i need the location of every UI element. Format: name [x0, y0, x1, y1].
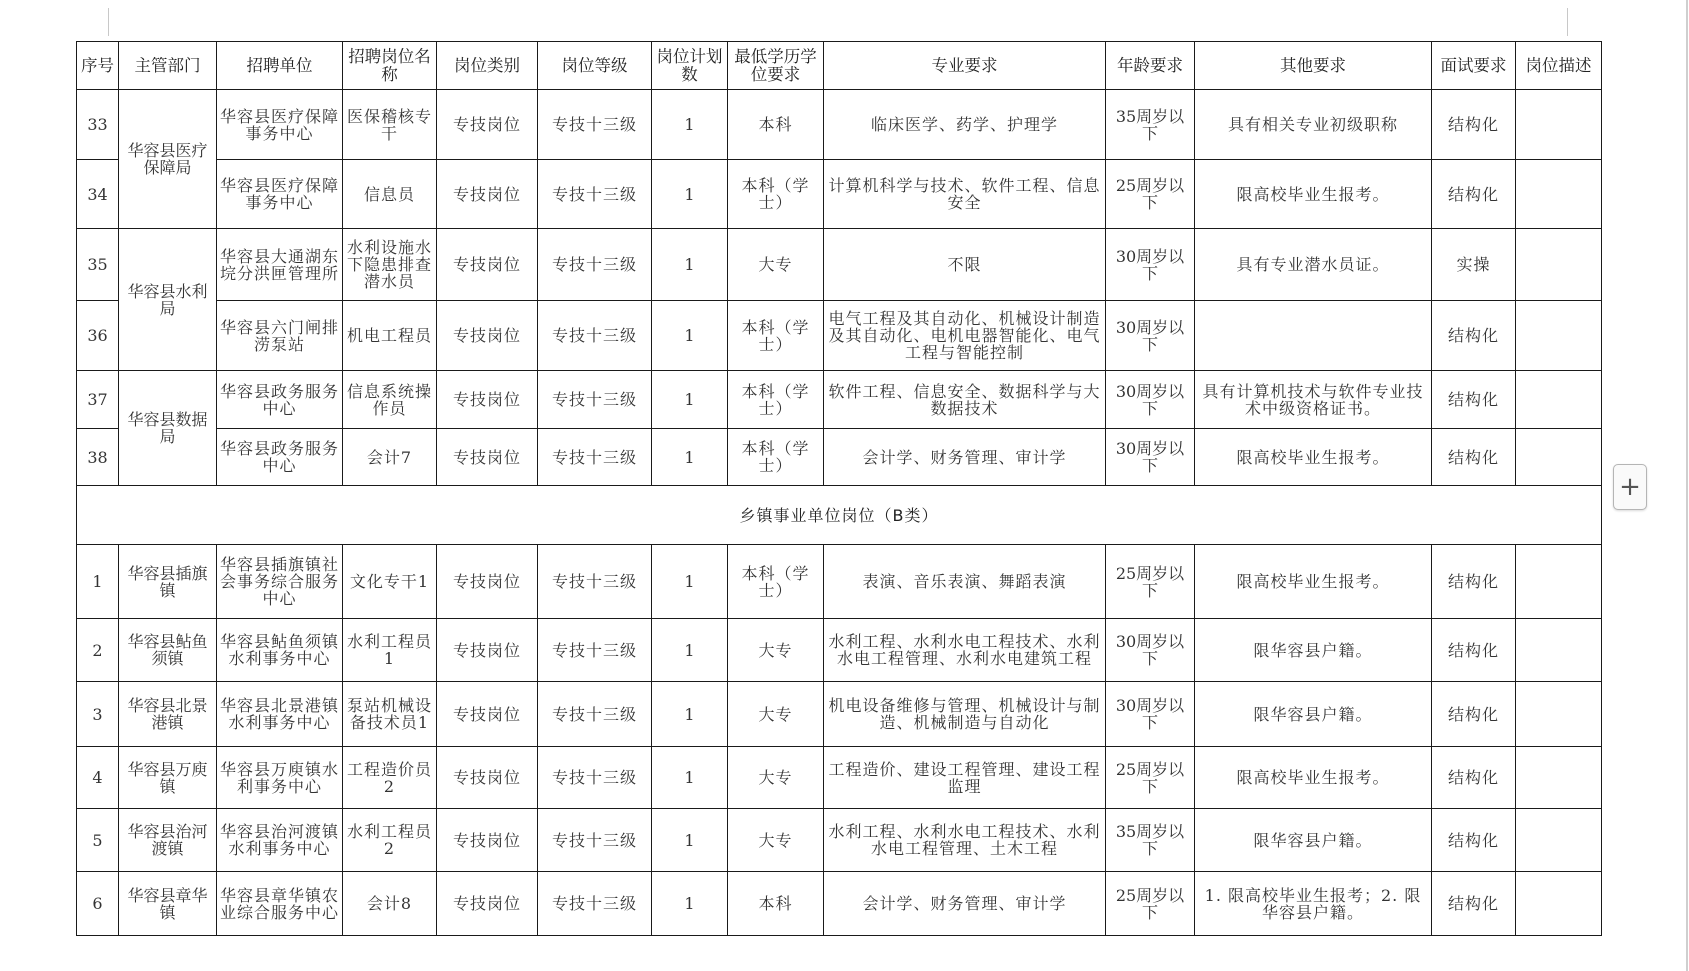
recruitment-table: [76, 41, 1602, 936]
cell-unit: 华容县医疗保障事务中心: [217, 90, 343, 160]
cell-plan: 1: [652, 90, 728, 160]
cell-plan: 1: [652, 747, 728, 809]
cell-type: 专技岗位: [437, 90, 538, 160]
cell-interview: 结构化: [1432, 809, 1516, 872]
cell-post: 文化专干1: [343, 545, 437, 619]
table-row: [77, 429, 1602, 486]
cell-post: 水利工程员2: [343, 809, 437, 872]
cell-dept: 华容县治河渡镇: [119, 809, 217, 872]
cell-dept: 华容县北景港镇: [119, 682, 217, 747]
table-row: [77, 301, 1602, 371]
cell-post: 会计7: [343, 429, 437, 486]
cell-level: 专技十三级: [538, 682, 652, 747]
cell-age: 30周岁以下: [1106, 371, 1195, 429]
header-desc: 岗位描述: [1516, 42, 1602, 90]
cell-major: 临床医学、药学、护理学: [824, 90, 1106, 160]
cell-dept: 华容县章华镇: [119, 872, 217, 936]
cell-major: 机电设备维修与管理、机械设计与制造、机械制造与自动化: [824, 682, 1106, 747]
margin-mark-right: [1567, 8, 1568, 36]
cell-dept: 华容县万庾镇: [119, 747, 217, 809]
cell-level: 专技十三级: [538, 301, 652, 371]
cell-desc: [1516, 545, 1602, 619]
cell-age: 30周岁以下: [1106, 229, 1195, 301]
cell-level: 专技十三级: [538, 429, 652, 486]
cell-desc: [1516, 619, 1602, 682]
cell-major: 会计学、财务管理、审计学: [824, 429, 1106, 486]
cell-major: 计算机科学与技术、软件工程、信息安全: [824, 160, 1106, 229]
cell-major: 会计学、财务管理、审计学: [824, 872, 1106, 936]
cell-major: 水利工程、水利水电工程技术、水利水电工程管理、水利水电建筑工程: [824, 619, 1106, 682]
cell-other: 限高校毕业生报考。: [1195, 747, 1432, 809]
cell-level: 专技十三级: [538, 229, 652, 301]
cell-age: 35周岁以下: [1106, 90, 1195, 160]
cell-plan: 1: [652, 229, 728, 301]
cell-plan: 1: [652, 371, 728, 429]
cell-type: 专技岗位: [437, 371, 538, 429]
cell-plan: 1: [652, 429, 728, 486]
cell-interview: 结构化: [1432, 301, 1516, 371]
cell-type: 专技岗位: [437, 747, 538, 809]
cell-seq: 37: [77, 371, 119, 429]
header-interview: 面试要求: [1432, 42, 1516, 90]
cell-age: 30周岁以下: [1106, 619, 1195, 682]
cell-interview: 结构化: [1432, 90, 1516, 160]
cell-plan: 1: [652, 872, 728, 936]
cell-post: 医保稽核专干: [343, 90, 437, 160]
cell-type: 专技岗位: [437, 301, 538, 371]
cell-seq: 38: [77, 429, 119, 486]
cell-unit: 华容县六门闸排涝泵站: [217, 301, 343, 371]
cell-major: 不限: [824, 229, 1106, 301]
table-row: [77, 872, 1602, 936]
cell-other: 限华容县户籍。: [1195, 619, 1432, 682]
cell-unit: 华容县插旗镇社会事务综合服务中心: [217, 545, 343, 619]
cell-dept: 华容县鲇鱼须镇: [119, 619, 217, 682]
cell-level: 专技十三级: [538, 809, 652, 872]
cell-plan: 1: [652, 301, 728, 371]
cell-seq: 35: [77, 229, 119, 301]
cell-major: 水利工程、水利水电工程技术、水利水电工程管理、土木工程: [824, 809, 1106, 872]
cell-edu: 本科（学士）: [728, 371, 824, 429]
cell-type: 专技岗位: [437, 809, 538, 872]
table-row: [77, 160, 1602, 229]
table-row: [77, 90, 1602, 160]
cell-type: 专技岗位: [437, 682, 538, 747]
cell-desc: [1516, 809, 1602, 872]
cell-age: 25周岁以下: [1106, 545, 1195, 619]
table-row: [77, 747, 1602, 809]
cell-post: 工程造价员2: [343, 747, 437, 809]
cell-desc: [1516, 429, 1602, 486]
cell-desc: [1516, 371, 1602, 429]
cell-seq: 4: [77, 747, 119, 809]
cell-age: 30周岁以下: [1106, 682, 1195, 747]
cell-type: 专技岗位: [437, 545, 538, 619]
cell-plan: 1: [652, 545, 728, 619]
cell-interview: 结构化: [1432, 619, 1516, 682]
section-title: 乡镇事业单位岗位（B类）: [77, 486, 1602, 545]
cell-plan: 1: [652, 160, 728, 229]
cell-post: 会计8: [343, 872, 437, 936]
header-post-type: 岗位类别: [437, 42, 538, 90]
cell-level: 专技十三级: [538, 619, 652, 682]
cell-edu: 本科: [728, 90, 824, 160]
cell-type: 专技岗位: [437, 229, 538, 301]
header-unit: 招聘单位: [217, 42, 343, 90]
cell-type: 专技岗位: [437, 160, 538, 229]
cell-major: 表演、音乐表演、舞蹈表演: [824, 545, 1106, 619]
cell-interview: 结构化: [1432, 872, 1516, 936]
cell-other: 限华容县户籍。: [1195, 682, 1432, 747]
cell-post: 信息员: [343, 160, 437, 229]
header-row: [77, 42, 1602, 90]
cell-desc: [1516, 682, 1602, 747]
header-dept: 主管部门: [119, 42, 217, 90]
cell-dept: 华容县医疗保障局: [119, 90, 217, 229]
plus-icon: +: [1619, 472, 1641, 502]
cell-post: 泵站机械设备技术员1: [343, 682, 437, 747]
cell-post: 水利工程员1: [343, 619, 437, 682]
cell-seq: 6: [77, 872, 119, 936]
header-edu: 最低学历学位要求: [728, 42, 824, 90]
cell-seq: 2: [77, 619, 119, 682]
table-row: [77, 682, 1602, 747]
cell-interview: 结构化: [1432, 371, 1516, 429]
cell-seq: 36: [77, 301, 119, 371]
cell-plan: 1: [652, 809, 728, 872]
cell-edu: 本科（学士）: [728, 429, 824, 486]
cell-dept: 华容县水利局: [119, 229, 217, 371]
cell-age: 30周岁以下: [1106, 429, 1195, 486]
cell-edu: 大专: [728, 809, 824, 872]
cell-edu: 本科（学士）: [728, 160, 824, 229]
cell-unit: 华容县政务服务中心: [217, 371, 343, 429]
header-seq: 序号: [77, 42, 119, 90]
cell-unit: 华容县万庾镇水利事务中心: [217, 747, 343, 809]
table-row: [77, 809, 1602, 872]
cell-seq: 33: [77, 90, 119, 160]
cell-desc: [1516, 747, 1602, 809]
cell-other: 具有专业潜水员证。: [1195, 229, 1432, 301]
cell-type: 专技岗位: [437, 619, 538, 682]
cell-unit: 华容县鲇鱼须镇水利事务中心: [217, 619, 343, 682]
header-post-level: 岗位等级: [538, 42, 652, 90]
cell-interview: 结构化: [1432, 545, 1516, 619]
table-row: [77, 371, 1602, 429]
cell-other: 具有计算机技术与软件专业技术中级资格证书。: [1195, 371, 1432, 429]
cell-dept: 华容县插旗镇: [119, 545, 217, 619]
add-row-button[interactable]: [1613, 464, 1647, 510]
cell-major: 软件工程、信息安全、数据科学与大数据技术: [824, 371, 1106, 429]
cell-desc: [1516, 160, 1602, 229]
cell-age: 25周岁以下: [1106, 160, 1195, 229]
cell-unit: 华容县北景港镇水利事务中心: [217, 682, 343, 747]
cell-post: 信息系统操作员: [343, 371, 437, 429]
cell-type: 专技岗位: [437, 429, 538, 486]
header-age: 年龄要求: [1106, 42, 1195, 90]
cell-level: 专技十三级: [538, 872, 652, 936]
cell-dept: 华容县数据局: [119, 371, 217, 486]
cell-age: 30周岁以下: [1106, 301, 1195, 371]
cell-level: 专技十三级: [538, 371, 652, 429]
cell-seq: 5: [77, 809, 119, 872]
cell-unit: 华容县章华镇农业综合服务中心: [217, 872, 343, 936]
cell-unit: 华容县治河渡镇水利事务中心: [217, 809, 343, 872]
cell-age: 25周岁以下: [1106, 747, 1195, 809]
page-edge: [1686, 0, 1688, 971]
cell-major: 电气工程及其自动化、机械设计制造及其自动化、电机电器智能化、电气工程与智能控制: [824, 301, 1106, 371]
cell-age: 35周岁以下: [1106, 809, 1195, 872]
cell-other: 限高校毕业生报考。: [1195, 429, 1432, 486]
cell-desc: [1516, 90, 1602, 160]
cell-edu: 本科（学士）: [728, 301, 824, 371]
cell-level: 专技十三级: [538, 545, 652, 619]
cell-plan: 1: [652, 619, 728, 682]
table-row: [77, 545, 1602, 619]
cell-desc: [1516, 872, 1602, 936]
header-other: 其他要求: [1195, 42, 1432, 90]
cell-plan: 1: [652, 682, 728, 747]
cell-interview: 结构化: [1432, 160, 1516, 229]
margin-mark-left: [108, 8, 109, 36]
cell-seq: 3: [77, 682, 119, 747]
cell-level: 专技十三级: [538, 90, 652, 160]
cell-unit: 华容县政务服务中心: [217, 429, 343, 486]
cell-unit: 华容县医疗保障事务中心: [217, 160, 343, 229]
cell-other: 限高校毕业生报考。: [1195, 160, 1432, 229]
cell-edu: 大专: [728, 229, 824, 301]
cell-other: 限高校毕业生报考。: [1195, 545, 1432, 619]
cell-edu: 本科: [728, 872, 824, 936]
cell-other: 具有相关专业初级职称: [1195, 90, 1432, 160]
cell-edu: 本科（学士）: [728, 545, 824, 619]
cell-age: 25周岁以下: [1106, 872, 1195, 936]
cell-post: 机电工程员: [343, 301, 437, 371]
table-row: [77, 229, 1602, 301]
section-row: [77, 486, 1602, 545]
cell-edu: 大专: [728, 682, 824, 747]
cell-major: 工程造价、建设工程管理、建设工程监理: [824, 747, 1106, 809]
header-plan: 岗位计划数: [652, 42, 728, 90]
cell-other: [1195, 301, 1432, 371]
cell-interview: 结构化: [1432, 747, 1516, 809]
cell-desc: [1516, 301, 1602, 371]
cell-edu: 大专: [728, 619, 824, 682]
cell-other: 1. 限高校毕业生报考；2. 限华容县户籍。: [1195, 872, 1432, 936]
cell-level: 专技十三级: [538, 747, 652, 809]
cell-unit: 华容县大通湖东垸分洪匣管理所: [217, 229, 343, 301]
cell-interview: 结构化: [1432, 682, 1516, 747]
cell-seq: 1: [77, 545, 119, 619]
header-major: 专业要求: [824, 42, 1106, 90]
cell-seq: 34: [77, 160, 119, 229]
cell-type: 专技岗位: [437, 872, 538, 936]
cell-interview: 实操: [1432, 229, 1516, 301]
cell-post: 水利设施水下隐患排查潜水员: [343, 229, 437, 301]
cell-desc: [1516, 229, 1602, 301]
cell-edu: 大专: [728, 747, 824, 809]
header-post-name: 招聘岗位名称: [343, 42, 437, 90]
table-row: [77, 619, 1602, 682]
cell-interview: 结构化: [1432, 429, 1516, 486]
cell-other: 限华容县户籍。: [1195, 809, 1432, 872]
cell-level: 专技十三级: [538, 160, 652, 229]
